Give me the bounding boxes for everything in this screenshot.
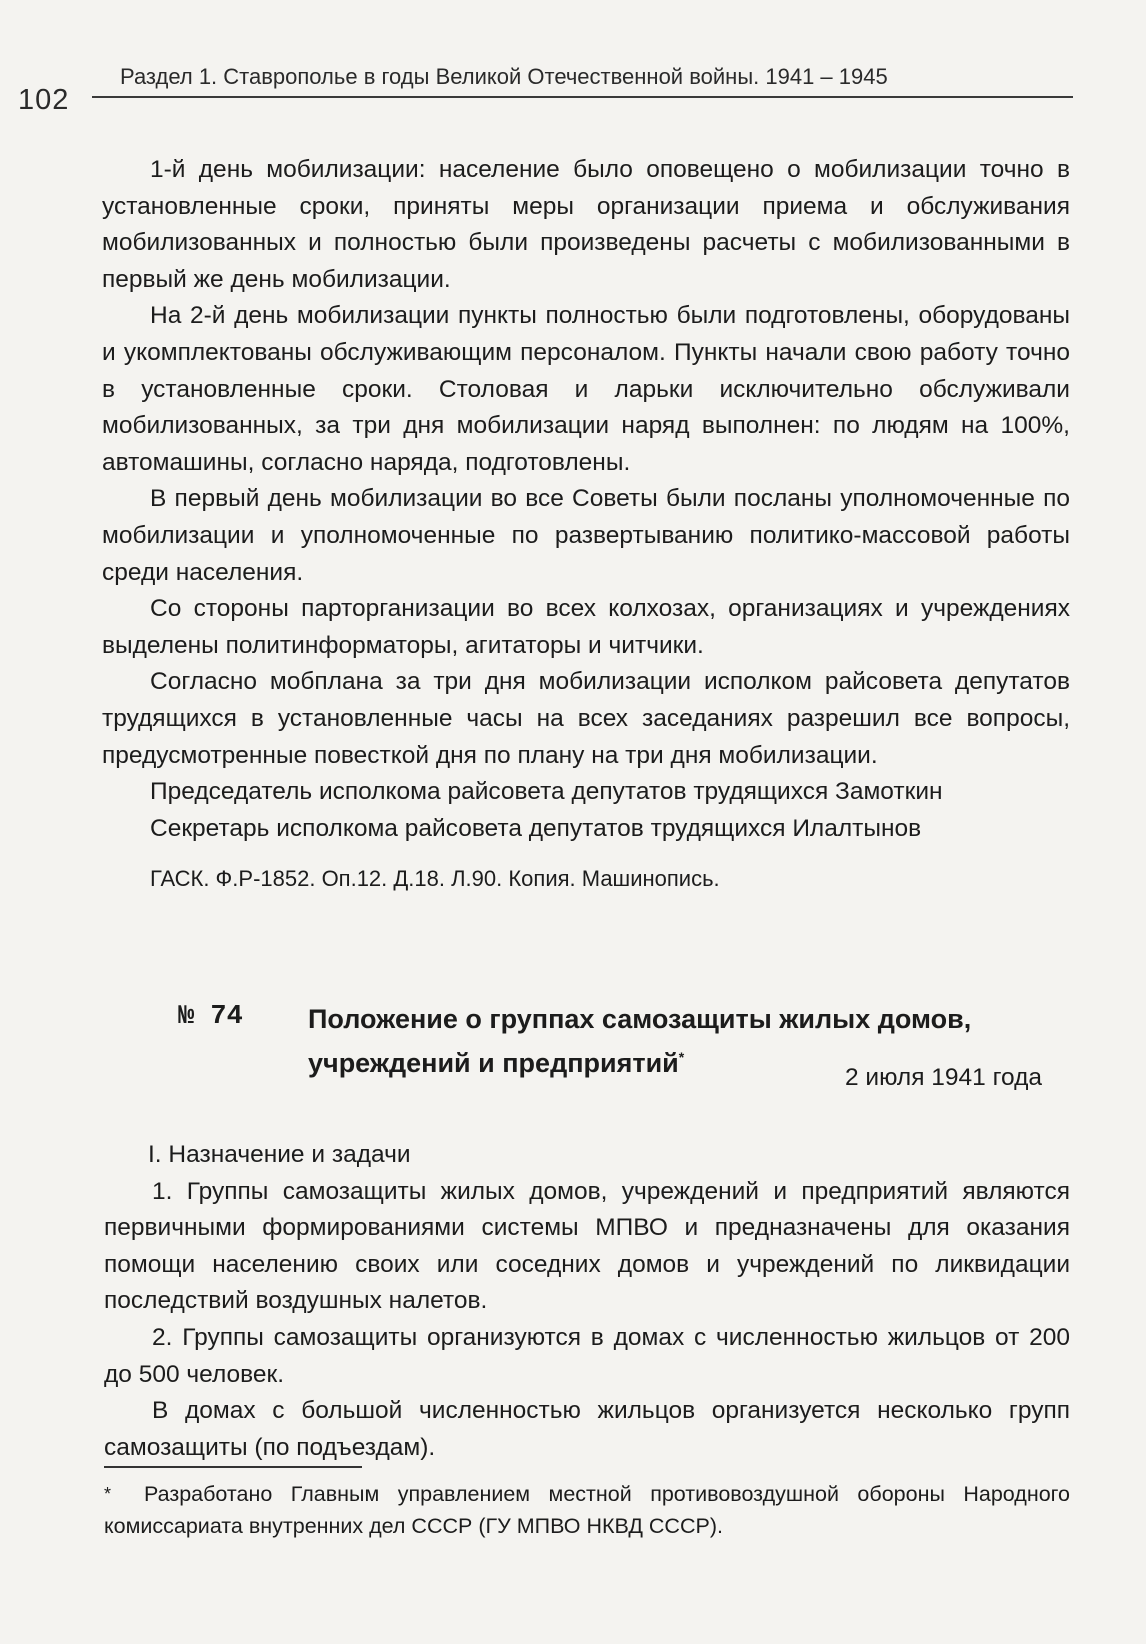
body-paragraph: Со стороны парторганизации во всех колхозах, организациях и учреждениях выделены политинформаторы, агитаторы и читчики. [102,595,1070,659]
section-purpose [104,1137,1070,1466]
section-heading: I. Назначение и задачи [148,1141,411,1168]
header-rule [92,96,1073,98]
body-paragraph: Согласно мобплана за три дня мобилизации исполком райсовета депутатов трудящихся в установленные часы на всех заседаниях разрешил все вопросы, предусмотренные повесткой дня по плану на три дня мобилизации. [102,668,1070,769]
footnote-mark: * [104,1484,112,1504]
document-number: № 74 [178,1002,243,1032]
document-date: 2 июля 1941 года [844,1064,1042,1091]
signature-chairman: Председатель исполкома райсовета депутатов трудящихся Замоткин [150,778,943,806]
report-body [102,152,1070,898]
footnote-reference: * [678,1049,685,1065]
running-head: Раздел 1. Ставрополье в годы Великой Отечественной войны. 1941 – 1945 [120,64,888,89]
footnote [104,1478,1070,1542]
body-paragraph: На 2-й день мобилизации пункты полностью были подготовлены, оборудованы и укомплектованы обслуживающим персоналом. Пункты начали свою работу точно в установленные сроки. Столовая и ларьки исключительно обслуживали мобилизованных, за три дня мобилизации наряд выполнен: по людям на 100%, автомашины, согласно наряда, подготовлены. [102,302,1070,476]
document-title-line2: учреждений и предприятий [308,1048,679,1078]
body-paragraph: 1-й день мобилизации: население было оповещено о мобилизации точно в установленные сроки, приняты меры организации приема и обслуживания мобилизованных и полностью были произведены расчеты с мобилизованными в первый же день мобилизации. [102,156,1070,293]
footnote-text: Разработано Главным управлением местной противовоздушной обороны Народного комиссариата внутренних дел СССР (ГУ МПВО НКВД СССР). [104,1482,1070,1538]
body-paragraph: В первый день мобилизации во все Советы были посланы уполномоченные по мобилизации и уполномоченные по развертыванию политико-массовой работы среди населения. [102,485,1070,586]
footnote-rule [104,1466,362,1468]
archive-source: ГАСК. Ф.Р-1852. Оп.12. Д.18. Л.90. Копия. Машинопись. [150,866,720,892]
section-paragraph: 1. Группы самозащиты жилых домов, учреждений и предприятий являются первичными формированиями системы МПВО и предназначены для оказания помощи населению своих или соседних домов и учреждений по ликвидации последствий воздушных налетов. [104,1177,1070,1315]
page-number: 102 [18,84,70,116]
section-paragraph: В домах с большой численностью жильцов организуется несколько групп самозащиты (по подъездам). [104,1397,1070,1461]
signature-secretary: Секретарь исполкома райсовета депутатов трудящихся Илалтынов [150,814,922,842]
document-title-line1: Положение о группах самозащиты жилых домов, [308,1004,972,1034]
section-paragraph: 2. Группы самозащиты организуются в домах с численностью жильцов от 200 до 500 человек. [104,1323,1070,1388]
